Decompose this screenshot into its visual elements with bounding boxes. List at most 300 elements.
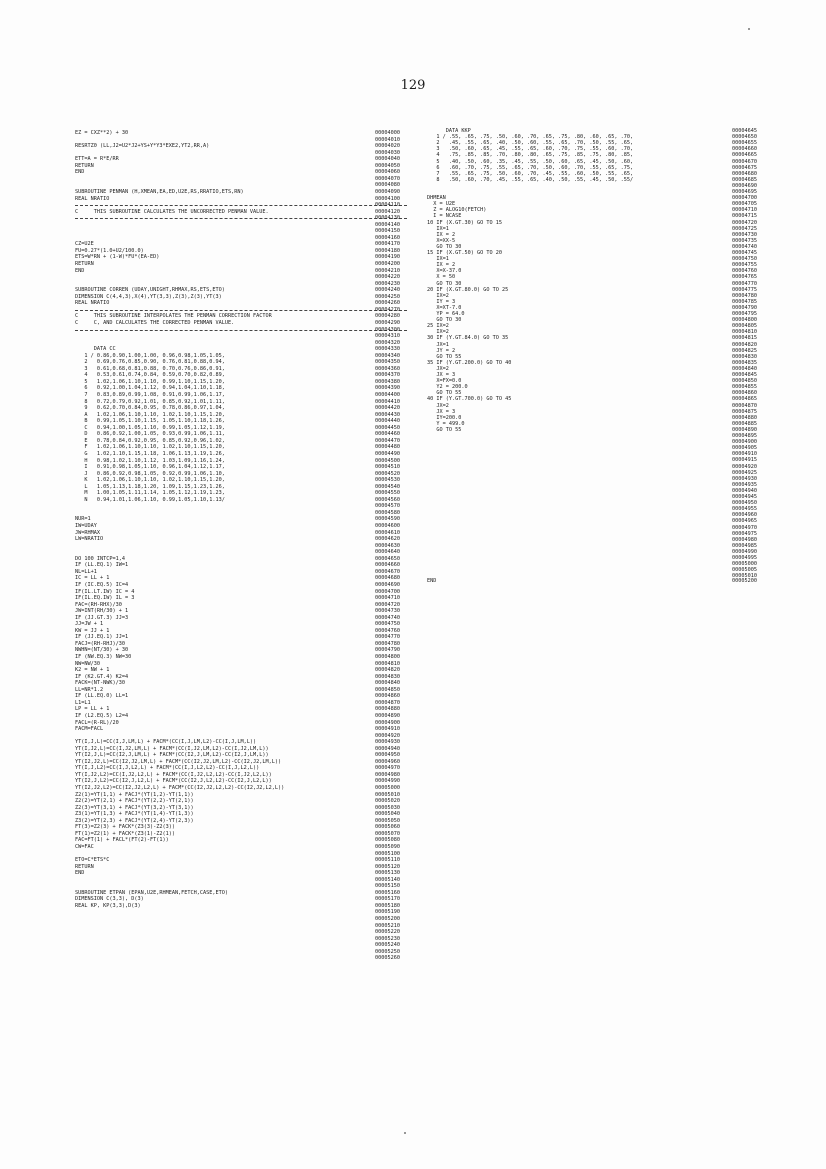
code-line: FAC=(RH-RHX)/30 — [75, 601, 122, 608]
sequence-number: 00004540 — [375, 483, 400, 490]
sequence-number: 00004620 — [375, 536, 400, 543]
code-line: DATA KKP — [427, 128, 471, 134]
sequence-number: 00004750 — [732, 256, 757, 263]
sequence-number: 00004965 — [732, 518, 757, 525]
code-line: SUBROUTINE ETPAN (EPAN,U2E,RHMEAN,FETCH,CASE,ETO) — [75, 889, 229, 896]
sequence-number: 00004400 — [375, 392, 400, 398]
sequence-number: 00004905 — [732, 445, 757, 452]
sequence-number: 00005070 — [375, 830, 400, 837]
sequence-number: 00004020 — [375, 143, 400, 150]
code-line: FAC=FT(1) + FACL*(FT(2)-FT(1)) — [75, 837, 169, 844]
sequence-number: 00004580 — [375, 509, 400, 516]
sequence-number: 00004720 — [375, 601, 400, 608]
sequence-number: 00005220 — [375, 929, 400, 936]
code-line: IF (JJ.EQ.1) JJ=1 — [75, 634, 129, 641]
code-line: N 0.94,1.01,1.06,1.10, 0.99,1.05,1.10,1.13/ — [75, 496, 225, 503]
sequence-number: 00005180 — [375, 902, 400, 909]
sequence-number: 00004240 — [375, 287, 400, 294]
code-line: K 1.02,1.06,1.10,1.10, 1.02,1.10,1.15,1.20, — [75, 477, 225, 484]
sequence-number: 00004380 — [375, 378, 400, 385]
sequence-number: 00004480 — [375, 444, 400, 451]
code-line: YT(I,J,L2)=CC(I,J,L2,L) + FACM*(CC(I,J,L2,L2)-CC(I,J,L2,L)) — [75, 765, 260, 772]
comment-rule — [75, 310, 407, 312]
sequence-number: 00004730 — [375, 608, 400, 615]
sequence-number: 00004190 — [375, 254, 400, 261]
code-line: 4 .75, .85, .85, .70, .80, .80, .65, .75, .85, .75, .80, .85, — [427, 152, 634, 159]
code-line: LP = LL + 1 — [75, 706, 110, 713]
sequence-number: 00004830 — [375, 673, 400, 680]
code-line: NL=LL+1 — [75, 568, 97, 575]
sequence-number: 00004490 — [375, 450, 400, 457]
sequence-number: 00004865 — [732, 396, 757, 403]
code-line: DIMENSION C(4,4,3),X(4),YT(3,3),Z(3),Z(3),YT(3) — [75, 293, 222, 300]
sequence-number: 00004280 — [375, 313, 400, 320]
code-line: IF (LL.EQ.1) IW=1 — [75, 562, 129, 569]
code-line: 7 .55, .65, .75, .50, .60, .70, .45, .55, .60, .50, .55, .65, — [427, 170, 634, 177]
sequence-number: 00005100 — [375, 850, 400, 857]
code-line: E 0.78,0.84,0.92,0.95, 0.85,0.92,0.96,1.02, — [75, 437, 225, 444]
code-line: 20 IF (X.GT.80.0) GO TO 25 — [427, 286, 509, 293]
sequence-number: 00004670 — [375, 568, 400, 575]
sequence-number: 00004650 — [375, 555, 400, 562]
code-line: REAL NRATIO — [75, 195, 110, 202]
sequence-number: 00005240 — [375, 942, 400, 949]
code-line: Z = ALOG10(FETCH) — [427, 207, 487, 214]
sequence-number: 00005005 — [732, 567, 757, 574]
code-line: DO 100 INTCP=1,4 — [75, 555, 125, 562]
code-line: X=FX=0.0 — [427, 378, 462, 385]
sequence-number: 00005090 — [375, 843, 400, 850]
code-line: G 1.02,1.10,1.15,1.18, 1.06,1.13,1.19,1.26, — [75, 450, 225, 457]
sequence-number: 00004685 — [732, 176, 757, 183]
sequence-number: 00004810 — [732, 329, 757, 336]
code-line: IF (LL.EQ.0) LL=1 — [75, 693, 129, 700]
code-line: RETURN — [75, 863, 94, 870]
right-code-column — [427, 128, 772, 578]
sequence-number: 00004300 — [375, 326, 400, 333]
code-line: JX = 3 — [427, 408, 456, 415]
code-line: GO TO 55 — [427, 390, 462, 397]
sequence-number: 00004670 — [732, 158, 757, 165]
code-line: YT(I,J2,L)=CC(I,J2,LM,L) + FACM*(CC(I,J2,LM,L2)-CC(I,J2,LM,L)) — [75, 745, 269, 752]
code-line: JX=2 — [427, 365, 449, 372]
code-line: LW=NRATIO — [75, 536, 104, 543]
sequence-number: 00004250 — [375, 293, 400, 300]
sequence-number: 00004705 — [732, 201, 757, 208]
code-line: JW=RHMAX — [75, 529, 100, 536]
code-line: 8 0.72,0.79,0.92,1.01, 0.85,0.92,1.01,1.11, — [75, 398, 225, 405]
sequence-number: 00005210 — [375, 922, 400, 929]
code-line: L1=L1 — [75, 699, 91, 706]
sequence-number: 00004680 — [732, 170, 757, 177]
code-line: IW=UDAY — [75, 523, 97, 529]
code-line: B 0.99,1.05,1.10,1.15, 1.05,1.10,1.18,1.26, — [75, 418, 225, 425]
code-line: CZ=U2E — [75, 241, 94, 248]
sequence-number: 00004910 — [732, 451, 757, 458]
code-line: FACM=FACL — [75, 726, 104, 733]
sequence-number: 00005000 — [732, 561, 757, 568]
sequence-number: 00004735 — [732, 237, 757, 244]
code-line: 40 IF (Y.GT.700.0) GO TO 45 — [427, 396, 512, 403]
code-line: IF (K2.GT.4) K2=4 — [75, 673, 129, 680]
sequence-number: 00004110 — [375, 202, 400, 209]
sequence-number: 00004840 — [732, 365, 757, 372]
sequence-number: 00004290 — [375, 319, 400, 326]
code-line: NUR=1 — [75, 516, 91, 523]
sequence-number: 00004690 — [375, 581, 400, 588]
code-line: IF(IL.EQ.IW) IL = 3 — [75, 595, 135, 602]
sequence-number: 00004090 — [375, 188, 400, 195]
sequence-number: 00004430 — [375, 411, 400, 418]
left-code-column — [75, 130, 427, 980]
sequence-number: 00004010 — [375, 136, 400, 143]
code-line: SUBROUTINE CORREN (UDAY,UNIGHT,RHMAX,RS,ETS,ETO) — [75, 287, 225, 294]
code-line: 2 0.69,0.76,0.85,0.90, 0.76,0.81,0.88,0.94, — [75, 359, 225, 366]
code-line: FT(1)=Z2(1) + FACK*(Z3(1)-Z2(1)) — [75, 830, 175, 837]
sequence-number: 00004390 — [375, 385, 400, 392]
code-line: END — [427, 578, 437, 584]
sequence-number: 00004925 — [732, 469, 757, 476]
sequence-number: 00004740 — [732, 243, 757, 250]
sequence-number: 00004680 — [375, 575, 400, 582]
sequence-number: 00004840 — [375, 680, 400, 687]
sequence-number: 00004745 — [732, 250, 757, 256]
sequence-number: 00004820 — [375, 667, 400, 674]
sequence-number: 00004810 — [375, 660, 400, 667]
sequence-number: 00004940 — [375, 745, 400, 752]
code-line: IY=200.0 — [427, 414, 462, 421]
code-line: 3 0.61,0.68,0.81,0.88, 0.70,0.76,0.86,0.91, — [75, 365, 225, 372]
code-line: GO TO 30 — [427, 317, 462, 324]
code-line: GO TO 55 — [427, 426, 462, 433]
sequence-number: 00004845 — [732, 372, 757, 378]
sequence-number: 00004770 — [375, 634, 400, 641]
sequence-number: 00004500 — [375, 457, 400, 464]
code-line: I = NCASE — [427, 213, 462, 220]
sequence-number: 00004700 — [732, 195, 757, 202]
code-line: JX=1 — [427, 341, 449, 348]
sequence-number: 00004210 — [375, 267, 400, 274]
sequence-number: 00005150 — [375, 883, 400, 890]
comment-rule — [75, 205, 407, 207]
sequence-number: 00004870 — [375, 699, 400, 706]
code-line: JX = 3 — [427, 372, 456, 378]
code-line: K2 = NW + 1 — [75, 667, 110, 674]
code-line: REAL NRATIO — [75, 300, 110, 307]
sequence-number: 00004775 — [732, 286, 757, 293]
sequence-number: 00004120 — [375, 208, 400, 215]
sequence-number: 00004850 — [375, 686, 400, 693]
code-line: 10 IF (X.GT.30) GO TO 15 — [427, 219, 502, 226]
sequence-number: 00004050 — [375, 162, 400, 169]
code-line: D 0.86,0.92,1.00,1.05, 0.93,0.99,1.06,1.11, — [75, 431, 225, 438]
sequence-number: 00005170 — [375, 896, 400, 903]
sequence-number: 00005230 — [375, 935, 400, 942]
right-code-column-end — [427, 578, 772, 602]
code-line: YT(I2,J2,L)=CC(I2,J2,LM,L) + FACM*(CC(I2,J2,LM,L2)-CC(I2,J2,LM,L)) — [75, 758, 282, 765]
sequence-number: 00004920 — [375, 732, 400, 739]
code-line: 25 IX=2 — [427, 323, 449, 330]
code-line: EZ = CXZ**2) + 30 — [75, 130, 129, 136]
sequence-number: 00004100 — [375, 195, 400, 202]
sequence-number: 00004570 — [375, 503, 400, 510]
sequence-number: 00004980 — [732, 536, 757, 543]
code-line: F 1.02,1.06,1.10,1.10, 1.02,1.10,1.15,1.20, — [75, 444, 225, 451]
code-line: YT(I2,J2,L2)=CC(I2,J2,L2,L) + FACM*(CC(I2,J2,L2,L2)-CC(I2,J2,L2,L)) — [75, 785, 285, 791]
sequence-number: 00004160 — [375, 234, 400, 241]
code-line: FACL=(R-RL)/20 — [75, 719, 119, 726]
code-line: IX=1 — [427, 256, 449, 263]
sequence-number: 00004855 — [732, 384, 757, 391]
sequence-number: 00005130 — [375, 870, 400, 877]
code-line: LL=NR*1.2 — [75, 686, 104, 693]
sequence-number: 00004350 — [375, 359, 400, 366]
sequence-number: 00004470 — [375, 437, 400, 444]
sequence-number: 00005160 — [375, 889, 400, 896]
sequence-number: 00004330 — [375, 346, 400, 353]
sequence-number: 00004760 — [732, 268, 757, 275]
code-line: IX = 2 — [427, 231, 456, 238]
sequence-number: 00004885 — [732, 420, 757, 427]
sequence-number: 00004900 — [375, 719, 400, 726]
code-line: Z3(1)=YT(1,3) + FACJ*(YT(1,4)-YT(1,3)) — [75, 811, 194, 818]
code-line: C 0.94,1.00,1.05,1.10, 0.99,1.05,1.12,1.19, — [75, 424, 225, 431]
sequence-number: 00004660 — [375, 562, 400, 569]
sequence-number: 00004270 — [375, 306, 400, 313]
code-line: 9 0.62,0.70,0.84,0.95, 0.78,0.86,0.97,1.04, — [75, 405, 225, 412]
code-line: X=XX-5 — [427, 237, 456, 244]
sequence-number: 00004900 — [732, 439, 757, 446]
sequence-number: 00004975 — [732, 530, 757, 537]
sequence-number: 00004725 — [732, 225, 757, 232]
code-line: ETO=C*ETS*C — [75, 857, 110, 864]
sequence-number: 00004800 — [732, 317, 757, 324]
comment-rule — [75, 330, 407, 332]
code-line: Z2(2)=YT(2,1) + FACJ*(YT(2,2)-YT(2,1)) — [75, 798, 194, 805]
code-line: RESRTZ0 (LL,J2=U2*J2+YS+Y*Y3*EXE2,YT2,RR,A) — [75, 143, 210, 150]
sequence-number: 00004780 — [732, 292, 757, 299]
sequence-number: 00004890 — [732, 426, 757, 433]
sequence-number: 00005020 — [375, 798, 400, 805]
code-line: IY = 3 — [427, 298, 456, 305]
code-line: FT(3)=Z2(3) + FACK*(Z3(3)-Z2(3)) — [75, 824, 175, 831]
sequence-number: 00004875 — [732, 408, 757, 415]
sequence-number: 00004695 — [732, 189, 757, 195]
sequence-number: 00004940 — [732, 487, 757, 494]
code-line: 35 IF (Y.GT.200.0) GO TO 40 — [427, 359, 512, 366]
sequence-number: 00004730 — [732, 231, 757, 238]
code-line: NWHN=(NT/30) + 30 — [75, 647, 129, 654]
sequence-number: 00004230 — [375, 280, 400, 287]
sequence-number: 00004960 — [732, 512, 757, 519]
sequence-number: 00004610 — [375, 529, 400, 536]
code-line: IX=2 — [427, 292, 449, 299]
code-line: X = U2E — [427, 201, 456, 208]
sequence-number: 00004180 — [375, 247, 400, 254]
code-line: 1 / .55, .65, .75, .50, .60, .70, .65, .75, .80, .60, .65, .70, — [427, 134, 634, 141]
code-line: YT(I,J,L)=CC(I,J,LM,L) + FACM*(CC(I,J,LM,L2)-CC(I,J,LM,L)) — [75, 739, 257, 746]
sequence-number: 00004715 — [732, 213, 757, 220]
sequence-number: 00004200 — [375, 261, 400, 267]
code-line: FU=0.27*(1.0+U2/100.0) — [75, 247, 144, 254]
sequence-number: 00005200 — [375, 916, 400, 922]
sequence-number: 00004560 — [375, 496, 400, 503]
code-line: FACK=(NT-NWK)/30 — [75, 680, 125, 687]
sequence-number: 00005030 — [375, 804, 400, 811]
sequence-number: 00005080 — [375, 837, 400, 844]
sequence-number: 00005050 — [375, 817, 400, 824]
sequence-number: 00004960 — [375, 758, 400, 765]
code-line: J 0.86,0.92,0.98,1.05, 0.92,0.99,1.06,1.10, — [75, 470, 225, 477]
sequence-number: 00004920 — [732, 463, 757, 470]
sequence-number: 00005200 — [732, 578, 757, 584]
code-line: 6 .60, .70, .75, .55, .65, .70, .50, .60, .70, .55, .65, .75, — [427, 164, 634, 171]
code-line: YT(I2,J,L)=CC(I2,J,LM,L) + FACM*(CC(I2,J,LM,L2)-CC(I2,J,LM,L)) — [75, 752, 269, 759]
code-line: 8 .50, .60, .70, .45, .55, .65, .40, .50, .55, .45, .50, .55/ — [427, 176, 634, 183]
code-line: DIMENSION C(3,3), D(3) — [75, 896, 144, 903]
sequence-number: 00004640 — [375, 549, 400, 556]
sequence-number: 00004650 — [732, 134, 757, 141]
sequence-number: 00004895 — [732, 433, 757, 439]
sequence-number: 00004980 — [375, 771, 400, 778]
sequence-number: 00004550 — [375, 490, 400, 497]
sequence-number: 00004530 — [375, 477, 400, 484]
sequence-number: 00004450 — [375, 424, 400, 431]
code-line: CW=FAC — [75, 843, 94, 850]
sequence-number: 00004950 — [732, 500, 757, 507]
sequence-number: 00005110 — [375, 857, 400, 864]
code-line: 1 / 0.86,0.90,1.00,1.00, 0.96,0.98,1.05,1.05, — [75, 352, 225, 359]
code-line: X=X-37.0 — [427, 268, 462, 275]
sequence-number: 00004630 — [375, 542, 400, 549]
sequence-number: 00005040 — [375, 811, 400, 818]
sequence-number: 00004675 — [732, 164, 757, 171]
sequence-number: 00004815 — [732, 335, 757, 342]
sequence-number: 00004440 — [375, 418, 400, 425]
sequence-number: 00004945 — [732, 494, 757, 500]
sequence-number: 00004970 — [732, 524, 757, 531]
sequence-number: 00004310 — [375, 333, 400, 340]
code-line: NW=NW/30 — [75, 660, 100, 667]
sequence-number: 00004070 — [375, 175, 400, 182]
code-line: SUBROUTINE PENMAN (H,XMEAN,EA,ED,U2E,RS,RRATIO,ETS,RN) — [75, 188, 244, 195]
sequence-number: 00004140 — [375, 221, 400, 228]
code-line: GO TO 55 — [427, 353, 462, 360]
code-line: 5 1.02,1.06,1.10,1.10, 0.99,1.10,1.15,1.20, — [75, 378, 225, 385]
sequence-number: 00004260 — [375, 300, 400, 307]
sequence-number: 00004915 — [732, 457, 757, 464]
sequence-number: 00004785 — [732, 298, 757, 305]
code-line: END — [75, 169, 85, 176]
sequence-number: 00004880 — [732, 414, 757, 421]
code-line: X=XT-7.0 — [427, 304, 462, 311]
code-line: X = 50 — [427, 274, 456, 281]
sequence-number: 00004520 — [375, 470, 400, 477]
sequence-number: 00004700 — [375, 588, 400, 595]
sequence-number: 00004060 — [375, 169, 400, 176]
sequence-number: 00004590 — [375, 516, 400, 523]
scan-speck — [748, 28, 750, 30]
code-line: M 1.00,1.05,1.11,1.14, 1.05,1.12,1.19,1.23, — [75, 490, 225, 497]
code-line: IX=2 — [427, 329, 449, 336]
code-line: DATA CC — [75, 346, 116, 353]
code-line: I 0.91,0.98,1.05,1.10, 0.96,1.04,1.12,1.17, — [75, 464, 225, 471]
code-line: JW=INT(RH/30) + 1 — [75, 608, 129, 615]
code-line: A 1.02,1.06,1.10,1.10, 1.02,1.10,1.15,1.20, — [75, 411, 225, 418]
code-line: C C, AND CALCULATES THE CORRECTED PENMAN VALUE. — [75, 319, 235, 326]
code-line: JY = 2 — [427, 347, 456, 354]
code-line: C THIS SUBROUTINE INTERPOLATES THE PENMAN CORRECTION FACTOR — [75, 313, 272, 320]
code-line: IX=1 — [427, 225, 449, 232]
sequence-number: 00004710 — [732, 207, 757, 214]
code-line: ETS=W*RN + (1-W)*FU*(EA-ED) — [75, 254, 160, 261]
sequence-number: 00004655 — [732, 140, 757, 147]
code-line: 5 .40, .50, .60, .35, .45, .55, .50, .60, .65, .45, .50, .60, — [427, 158, 634, 165]
sequence-number: 00004690 — [732, 182, 757, 189]
sequence-number: 00004795 — [732, 311, 757, 317]
sequence-number: 00004890 — [375, 712, 400, 719]
code-line: Y2 = 200.0 — [427, 384, 468, 391]
sequence-number: 00004030 — [375, 149, 400, 156]
sequence-number: 00004790 — [732, 304, 757, 311]
sequence-number: 00004790 — [375, 647, 400, 654]
code-line: L 1.05,1.13,1.18,1.20, 1.09,1.15,1.23,1.26, — [75, 483, 225, 490]
sequence-number: 00005010 — [375, 791, 400, 798]
sequence-number: 00004930 — [375, 739, 400, 746]
sequence-number: 00004510 — [375, 464, 400, 471]
sequence-number: 00004760 — [375, 627, 400, 634]
code-line: IF(IL.LT.IW) IC = 4 — [75, 588, 135, 595]
sequence-number: 00004990 — [732, 548, 757, 555]
sequence-number: 00004985 — [732, 542, 757, 549]
code-line: Z3(2)=YT(2,3) + FACJ*(YT(2,4)-YT(2,3)) — [75, 817, 194, 824]
sequence-number: 00004750 — [375, 621, 400, 628]
code-line: KW = JJ + 1 — [75, 627, 110, 634]
code-line: Z2(3)=YT(3,1) + FACJ*(YT(3,2)-YT(3,1)) — [75, 804, 194, 811]
sequence-number: 00004835 — [732, 359, 757, 366]
sequence-number: 00004955 — [732, 506, 757, 513]
code-line: IF (IC.EQ.5) IC=4 — [75, 581, 129, 588]
sequence-number: 00004645 — [732, 128, 757, 134]
code-line: 30 IF (Y.GT.84.0) GO TO 35 — [427, 335, 509, 342]
code-line: GO TO 30 — [427, 280, 462, 287]
sequence-number: 00004910 — [375, 726, 400, 733]
sequence-number: 00005010 — [732, 573, 757, 578]
sequence-number: 00004320 — [375, 339, 400, 346]
sequence-number: 00004220 — [375, 274, 400, 281]
code-line: END — [75, 870, 85, 877]
sequence-number: 00004360 — [375, 365, 400, 372]
sequence-number: 00004150 — [375, 228, 400, 235]
sequence-number: 00004740 — [375, 614, 400, 621]
sequence-number: 00005060 — [375, 824, 400, 831]
sequence-number: 00005140 — [375, 876, 400, 883]
sequence-number: 00004805 — [732, 323, 757, 330]
sequence-number: 00005260 — [375, 955, 400, 962]
code-line: JX=2 — [427, 402, 449, 409]
code-line: RETURN — [75, 261, 94, 267]
code-line: 15 IF (X.GT.50) GO TO 20 — [427, 250, 502, 256]
code-line: YT(I2,J,L2)=CC(I2,J,L2,L) + FACM*(CC(I2,J,L2,L2)-CC(I2,J,L2,L)) — [75, 778, 272, 785]
sequence-number: 00004765 — [732, 274, 757, 281]
sequence-number: 00004130 — [375, 215, 400, 222]
sequence-number: 00004880 — [375, 706, 400, 713]
sequence-number: 00004170 — [375, 241, 400, 248]
code-line: IF (L2.EQ.5) L2=4 — [75, 712, 129, 719]
sequence-number: 00004990 — [375, 778, 400, 785]
code-line: H 0.98,1.02,1.10,1.12, 1.03,1.09,1.16,1.24, — [75, 457, 225, 464]
code-line: END — [75, 267, 85, 274]
